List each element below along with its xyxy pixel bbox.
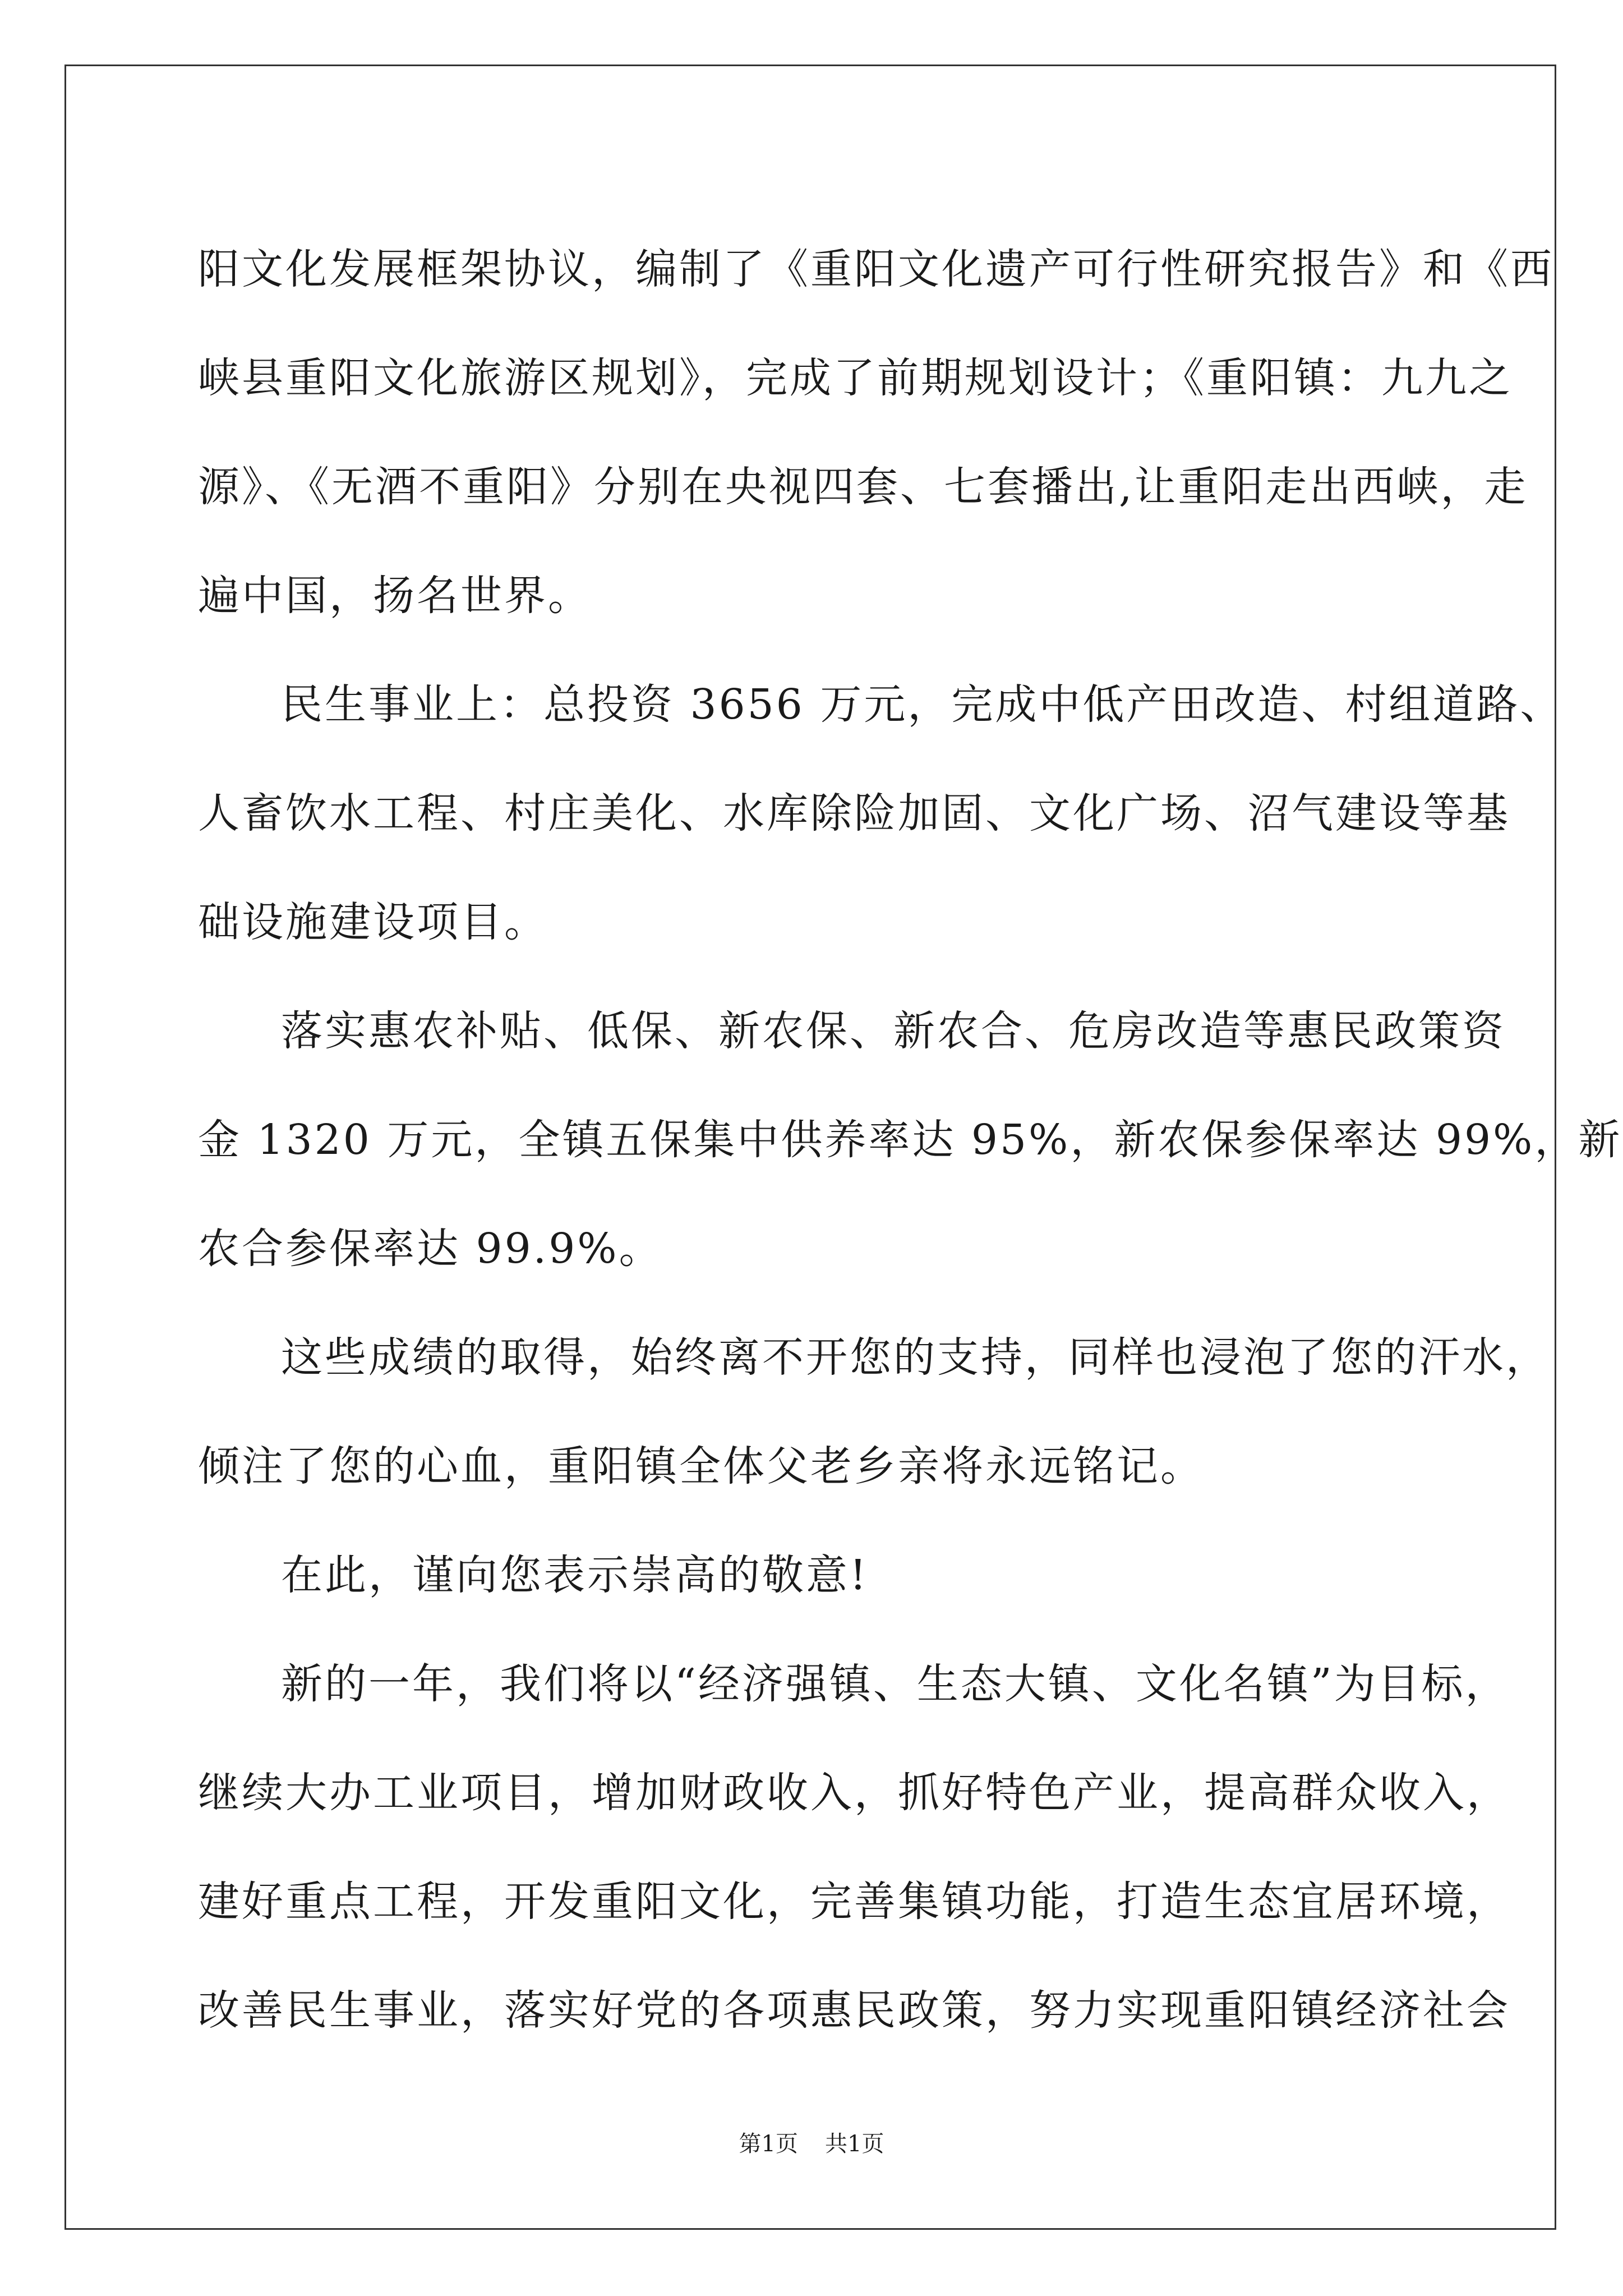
text-line: 人畜饮水工程、村庄美化、水库除险加固、文化广场、沼气建设等基 bbox=[198, 789, 1510, 838]
text-line: 改善民生事业，落实好党的各项惠民政策，努力实现重阳镇经济社会 bbox=[198, 1986, 1510, 2035]
text-line: 峡县重阳文化旅游区规划》，完成了前期规划设计；《重阳镇：九九之 bbox=[198, 354, 1513, 402]
document-body bbox=[198, 215, 1622, 2065]
text-line: 建好重点工程，开发重阳文化，完善集镇功能，打造生态宜居环境， bbox=[198, 1878, 1510, 1926]
text-line: 金 1320 万元，全镇五保集中供养率达 95%，新农保参保率达 99%，新 bbox=[198, 1116, 1622, 1164]
page-total: 共1页 bbox=[825, 2131, 884, 2157]
text-line: 倾注了您的心血，重阳镇全体父老乡亲将永远铭记。 bbox=[198, 1442, 1204, 1490]
text-line: 民生事业上：总投资 3656 万元，完成中低产田改造、村组道路、 bbox=[281, 680, 1564, 729]
page-footer bbox=[0, 2126, 1623, 2158]
text-line: 这些成绩的取得，始终离不开您的支持，同样也浸泡了您的汗水， bbox=[281, 1333, 1550, 1382]
text-line: 遍中国，扬名世界。 bbox=[198, 572, 592, 620]
text-line: 源》、《无酒不重阳》分别在央视四套、七套播出,让重阳走出西峡，走 bbox=[198, 463, 1528, 511]
text-line: 在此，谨向您表示崇高的敬意! bbox=[281, 1551, 869, 1599]
page-number: 第1页 bbox=[739, 2131, 798, 2157]
text-line: 继续大办工业项目，增加财政收入，抓好特色产业，提高群众收入， bbox=[198, 1769, 1510, 1817]
text-line: 阳文化发展框架协议，编制了《重阳文化遗产可行性研究报告》和《西 bbox=[198, 245, 1554, 293]
text-line: 落实惠农补贴、低保、新农保、新农合、危房改造等惠民政策资 bbox=[281, 1007, 1506, 1055]
text-line: 农合参保率达 99.9%。 bbox=[198, 1225, 663, 1273]
text-line: 新的一年，我们将以“经济强镇、生态大镇、文化名镇”为目标， bbox=[281, 1660, 1509, 1708]
text-line: 础设施建设项目。 bbox=[198, 898, 548, 946]
